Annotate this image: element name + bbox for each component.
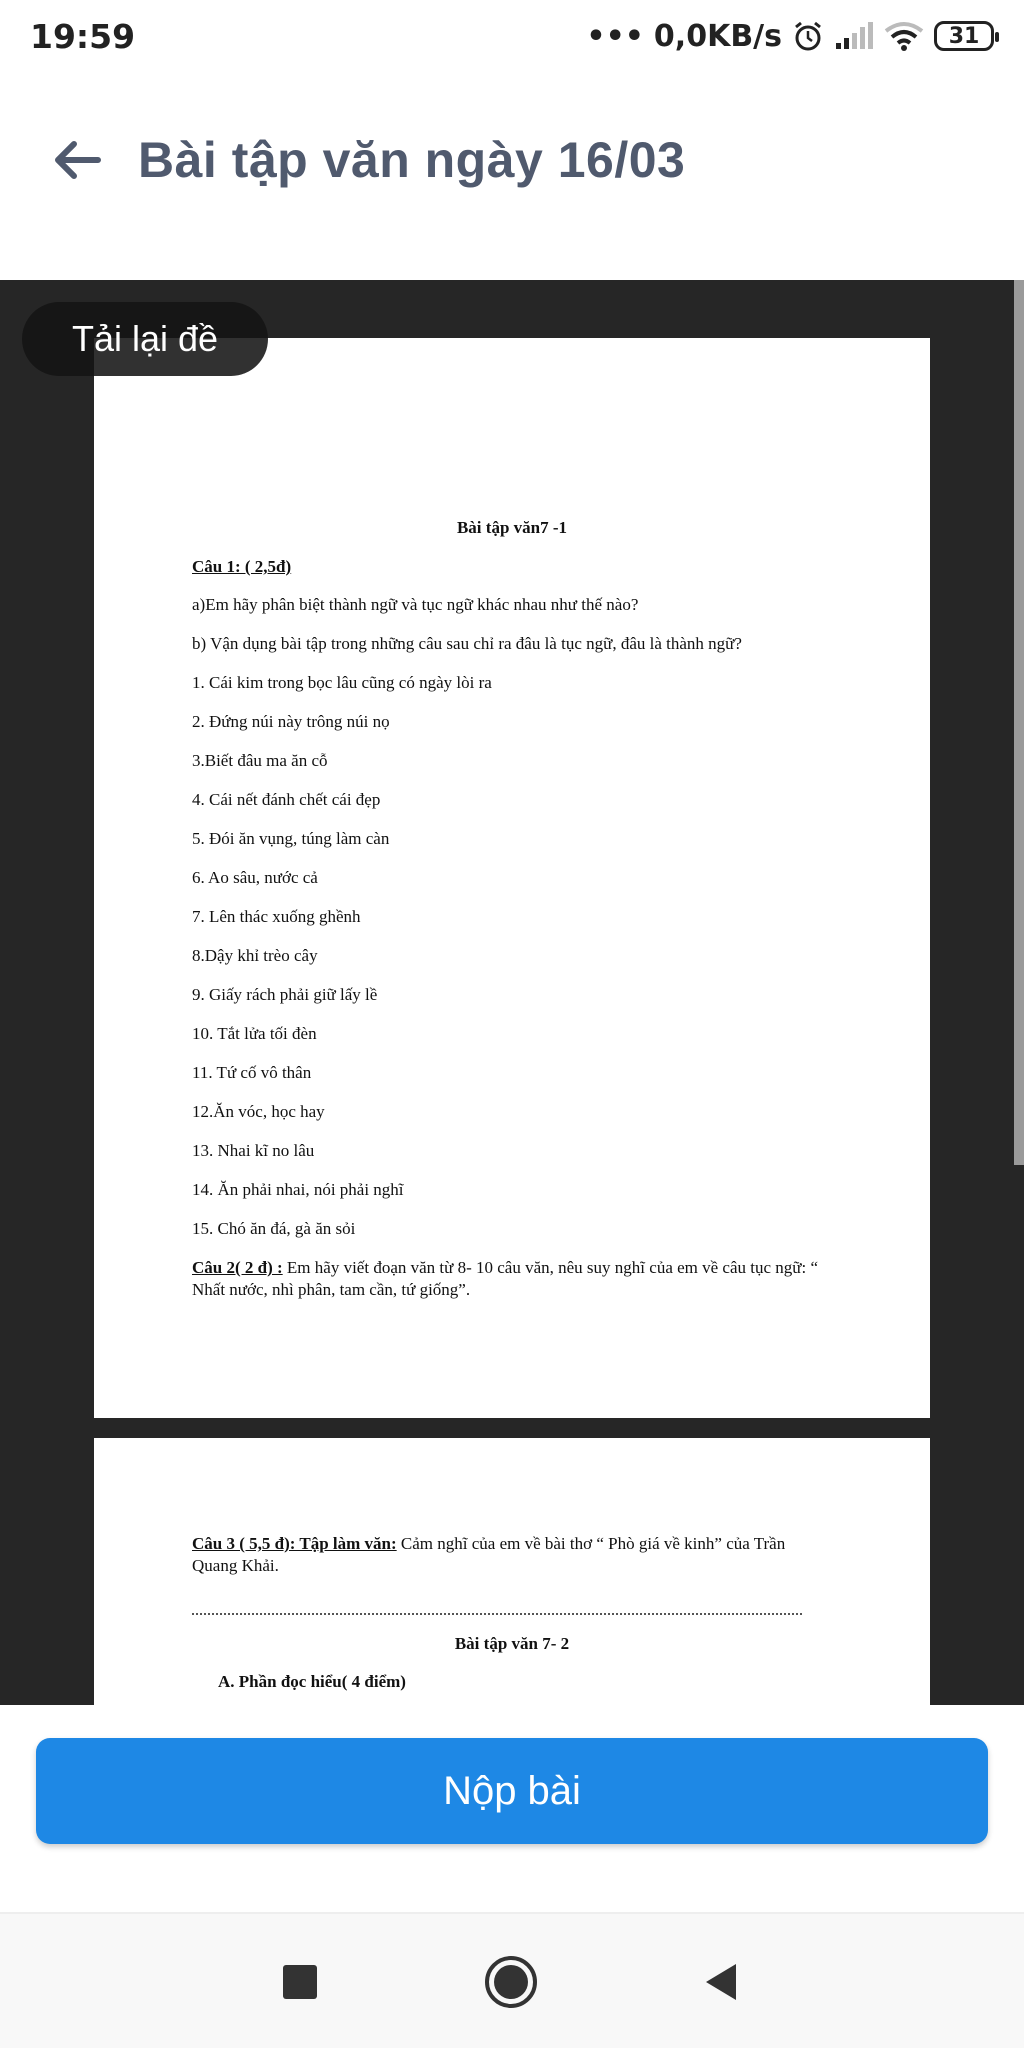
dots-icon: ••• [586, 18, 644, 54]
status-time: 19:59 [30, 16, 136, 56]
signal-icon [834, 21, 874, 51]
list-item: 10. Tắt lửa tối đèn [192, 1024, 317, 1043]
nav-back-button[interactable] [690, 1952, 750, 2012]
question-1a: a)Em hãy phân biệt thành ngữ và tục ngữ khác nhau như thế nào? [192, 595, 639, 614]
nav-home-button[interactable] [481, 1952, 541, 2012]
list-item: 9. Giấy rách phải giữ lấy lề [192, 985, 378, 1004]
arrow-left-icon [52, 140, 102, 180]
list-item: 3.Biết đâu ma ăn cỗ [192, 751, 328, 770]
doc-title-2: Bài tập văn 7- 2 [454, 1634, 570, 1653]
list-item: 12.Ăn vóc, học hay [192, 1102, 325, 1121]
status-icons [586, 19, 994, 54]
list-item: 8.Dậy khỉ trèo cây [192, 946, 318, 965]
triangle-back-icon [700, 1960, 740, 2004]
network-speed: 0,0KB/s [653, 18, 782, 54]
list-item: 7. Lên thác xuống ghềnh [192, 907, 361, 926]
list-item: 5. Đói ăn vụng, túng làm càn [192, 829, 390, 848]
question-2-text: Em hãy viết đoạn văn từ 8- 10 câu văn, nêu suy nghĩ của em về câu tục ngữ: “ Nhất nước, nhì phân, tam cần, tứ giống”. [192, 1258, 819, 1300]
list-item: 2. Đứng núi này trông núi nọ [192, 712, 390, 731]
list-item: 6. Ao sâu, nước cả [192, 868, 318, 887]
list-item: 11. Tứ cố vô thân [192, 1063, 312, 1082]
question-1b: b) Vận dụng bài tập trong những câu sau chỉ ra đâu là tục ngữ, đâu là thành ngữ? [192, 634, 742, 653]
app-header [0, 100, 1024, 220]
list-item: 4. Cái nết đánh chết cái đẹp [192, 790, 381, 809]
list-item: 1. Cái kim trong bọc lâu cũng có ngày lòi ra [192, 673, 492, 692]
alarm-icon [792, 20, 824, 52]
list-item: 13. Nhai kĩ no lâu [192, 1141, 315, 1160]
dotted-divider [192, 1613, 802, 1615]
reload-exam-button[interactable]: Tải lại đề [22, 302, 268, 376]
question-1-heading: Câu 1: ( 2,5đ) [192, 557, 292, 576]
page-title: Bài tập văn ngày 16/03 [138, 132, 686, 188]
section-a-heading: A. Phần đọc hiểu( 4 điểm) [218, 1672, 406, 1691]
question-2 [192, 1257, 832, 1301]
list-item: 15. Chó ăn đá, gà ăn sỏi [192, 1219, 356, 1238]
system-nav-bar [0, 1914, 1024, 2048]
list-item: 14. Ăn phải nhai, nói phải nghĩ [192, 1180, 404, 1199]
question-3-text: Cảm nghĩ của em về bài thơ “ Phò giá về kinh” của Trần Quang Khải. [192, 1534, 786, 1576]
document-page-1 [94, 338, 930, 1418]
document-page-2 [94, 1438, 930, 1705]
wifi-icon [884, 21, 924, 51]
back-button[interactable] [42, 125, 112, 195]
nav-recents-button[interactable] [270, 1952, 330, 2012]
question-3-heading: Câu 3 ( 5,5 đ): Tập làm văn: [192, 1534, 397, 1553]
question-2-heading: Câu 2( 2 đ) : [192, 1258, 283, 1277]
submit-button[interactable]: Nộp bài [36, 1738, 988, 1844]
square-icon [280, 1962, 320, 2002]
circle-icon [483, 1954, 539, 2010]
question-3 [192, 1533, 832, 1577]
doc-title: Bài tập văn7 -1 [456, 518, 568, 537]
status-bar [0, 0, 1024, 72]
document-viewer[interactable] [0, 280, 1024, 1705]
submit-area [0, 1705, 1024, 1915]
battery-icon: 31 [934, 21, 994, 51]
viewer-scrollbar[interactable] [1014, 280, 1024, 1165]
